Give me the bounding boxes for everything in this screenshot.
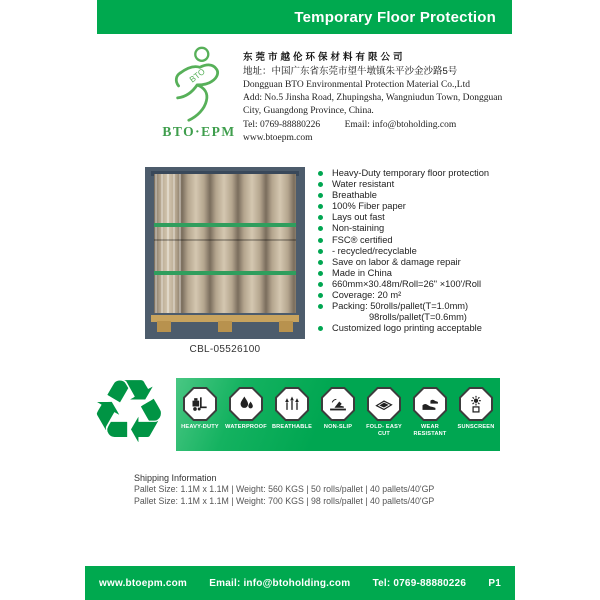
fold-cut-icon (374, 394, 394, 414)
company-address-cn: 地址：中国广东省东莞市望牛墩镇朱平沙金沙路5号 (243, 66, 458, 77)
logo-wordmark: BTO·EPM (162, 124, 236, 139)
shrink-wrap-shine (155, 174, 185, 313)
footer-email[interactable]: Email: info@btoholding.com (209, 577, 351, 589)
bullet-dot-icon (318, 260, 323, 265)
product-code: CBL-05526100 (189, 344, 261, 355)
water-drops-icon (236, 394, 256, 414)
roll-seam (154, 239, 296, 241)
sunscreen-icon (466, 394, 486, 414)
company-address-en-2: City, Guangdong Province, China. (243, 106, 374, 117)
feature-item: Breathable (318, 190, 596, 201)
feature-item: Lays out fast (318, 212, 596, 223)
feature-item: Packing: 50rolls/pallet(T=1.0mm) (318, 301, 596, 312)
feature-list (318, 168, 596, 334)
shipping-line: Pallet Size: 1.1M x 1.1M | Weight: 560 KGS | 50 rolls/pallet | 40 pallets/40'GP (134, 484, 435, 494)
company-name-cn: 东莞市越伦环保材料有限公司 (243, 52, 406, 63)
shipping-title: Shipping Information (134, 473, 217, 483)
product-photo (145, 167, 305, 339)
bullet-dot-icon (318, 226, 323, 231)
bullet-dot-icon (318, 171, 323, 176)
feature-item: 100% Fiber paper (318, 201, 596, 212)
breathable-icon (282, 394, 302, 414)
feature-item: Non-staining (318, 223, 596, 234)
octagon-frame (183, 387, 217, 421)
bullet-dot-icon (318, 238, 323, 243)
feature-item: Coverage: 20 m² (318, 290, 596, 301)
non-slip-icon (328, 394, 348, 414)
company-address-en-1: Add: No.5 Jinsha Road, Zhupingsha, Wangniudun Town, Dongguan (243, 93, 503, 104)
company-name-en: Dongguan BTO Environmental Protection Material Co.,Ltd (243, 80, 470, 90)
company-tel: Tel: 0769-88880226 (243, 119, 321, 130)
feature-item: - recycled/recyclable (318, 246, 596, 257)
green-strap (154, 271, 296, 275)
feature-item: Save on labor & damage repair (318, 257, 596, 268)
badge-sunscreen: SUNSCREEN (454, 387, 498, 431)
header-bar (97, 0, 512, 34)
octagon-frame (459, 387, 493, 421)
badge-breathable: BREATHABLE (270, 387, 314, 431)
green-strap (154, 223, 296, 227)
company-logo (153, 45, 245, 140)
company-email[interactable]: Email: info@btoholding.com (344, 119, 457, 130)
badge-non-slip: NON-SLIP (316, 387, 360, 431)
octagon-frame (275, 387, 309, 421)
footer-tel: Tel: 0769-88880226 (372, 577, 467, 589)
bullet-dot-icon (318, 182, 323, 187)
wear-resistant-icon (420, 394, 440, 414)
bullet-dot-icon (318, 282, 323, 287)
feature-item: Made in China (318, 268, 596, 279)
pallet-block (218, 321, 232, 332)
pallet-block (279, 321, 293, 332)
feature-item: 98rolls/pallet(T=0.6mm) (369, 312, 467, 323)
footer-website[interactable]: www.btoepm.com (99, 577, 187, 589)
recycle-icon: ♻ (89, 360, 169, 463)
badge-waterproof: WATERPROOF (224, 387, 268, 431)
feature-badge-band (176, 378, 500, 451)
feature-item: Water resistant (318, 179, 596, 190)
logo-bto-text: BTO (187, 66, 207, 85)
shipping-info (134, 472, 434, 507)
badge-fold-easy-cut: FOLD- EASY CUT (362, 387, 406, 437)
paper-rolls (154, 174, 296, 313)
bullet-dot-icon (318, 215, 323, 220)
badge-wear-resistant: WEAR RESISTANT (408, 387, 452, 437)
company-info (243, 51, 511, 145)
octagon-frame (229, 387, 263, 421)
bullet-dot-icon (318, 304, 323, 309)
bullet-dot-icon (318, 193, 323, 198)
octagon-frame (413, 387, 447, 421)
footer-bar (85, 566, 515, 600)
shipping-line: Pallet Size: 1.1M x 1.1M | Weight: 700 KGS | 98 rolls/pallet | 40 pallets/40'GP (134, 495, 435, 506)
bullet-dot-icon (318, 204, 323, 209)
footer-page-number: P1 (488, 577, 501, 589)
bullet-dot-icon (318, 249, 323, 254)
pallet-block (157, 321, 171, 332)
octagon-frame (321, 387, 355, 421)
badge-heavy-duty: HEAVY-DUTY (178, 387, 222, 431)
forklift-icon (190, 394, 210, 414)
bullet-dot-icon (318, 326, 323, 331)
bullet-dot-icon (318, 271, 323, 276)
octagon-frame (367, 387, 401, 421)
feature-item: Heavy-Duty temporary floor protection (318, 168, 596, 179)
logo-runner-icon (168, 45, 230, 123)
feature-item: Customized logo printing acceptable (318, 323, 596, 334)
bullet-dot-icon (318, 293, 323, 298)
page-title: Temporary Floor Protection (294, 8, 496, 26)
feature-item: 660mm×30.48m/Roll=26" ×100'/Roll (318, 279, 596, 290)
company-website[interactable]: www.btoepm.com (243, 132, 313, 143)
feature-item: FSC® certified (318, 235, 596, 246)
